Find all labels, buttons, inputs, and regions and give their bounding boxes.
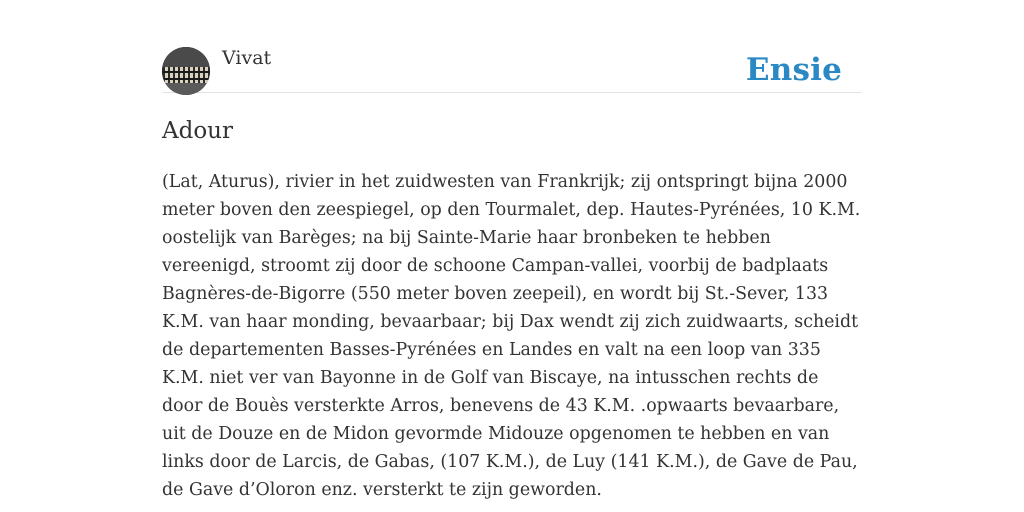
brand-logo[interactable]: Ensie (745, 52, 842, 88)
author-avatar[interactable] (162, 47, 210, 95)
author-name[interactable]: Vivat (222, 47, 272, 69)
page-header (162, 46, 862, 93)
article-title: Adour (162, 118, 233, 144)
book-spines-avatar-icon (162, 47, 210, 95)
article-body: (Lat, Aturus), rivier in het zuidwesten van Frankrijk; zij ontspringt bijna 2000 meter boven den zeespiegel, op den Tourmalet, dep. Hautes-Pyrénées, 10 K.M. oostelijk van Barèges; na bij Sainte-Marie haar bronbeken te hebben vereenigd, stroomt zij door de schoone Campan-vallei, voorbij de badplaats Bagnères-de-Bigorre (550 meter boven zeepeil), en wordt bij St.-Sever, 133 K.M. van haar monding, bevaarbaar; bij Dax wendt zij zich zuidwaarts, scheidt de departementen Basses-Pyrénées en Landes en valt na een loop van 335 K.M. niet ver van Bayonne in de Golf van Biscaye, na intusschen rechts de door de Bouès versterkte Arros, benevens de 43 K.M. .opwaarts bevaarbare, uit de Douze en de Midon gevormde Midouze opgenomen te hebben en van links door de Larcis, de Gabas, (107 K.M.), de Luy (141 K.M.), de Gave de Pau, de Gave d’Oloron enz. versterkt te zijn geworden. (162, 172, 861, 500)
